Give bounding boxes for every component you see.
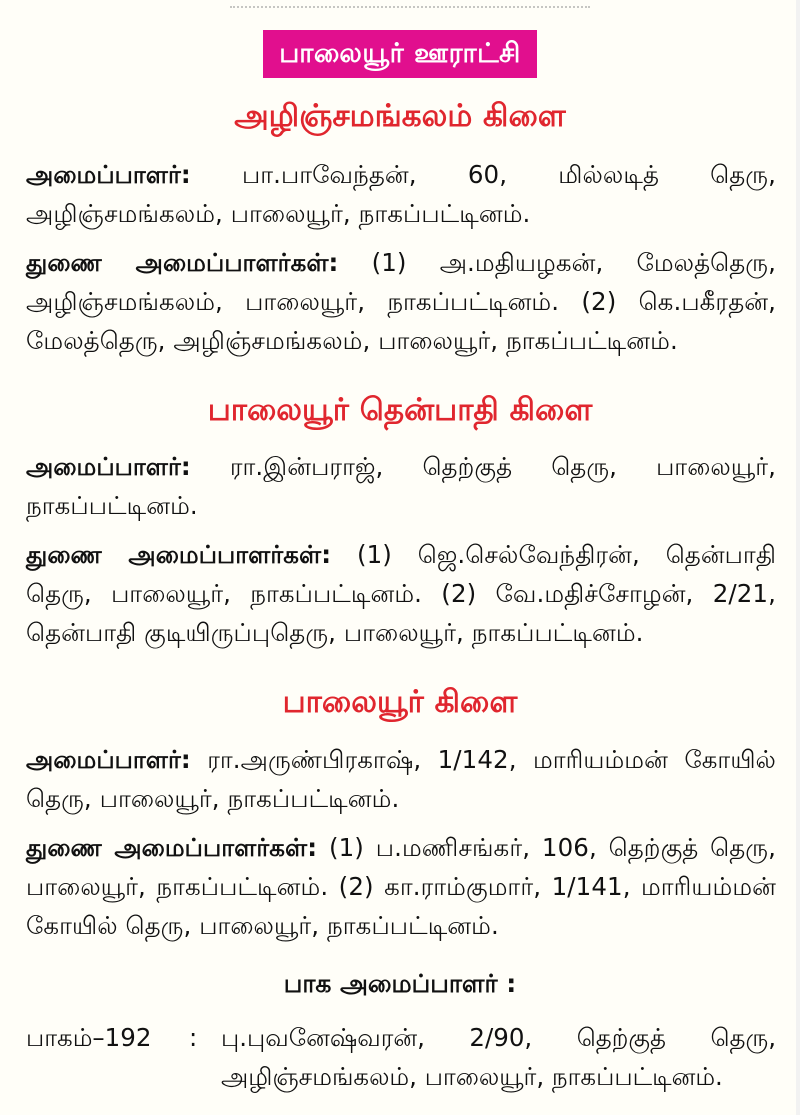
deputy-label: துணை அமைப்பாளர்கள்: [26,540,332,569]
section-title-azhinjamangalam: அழிஞ்சமங்கலம் கிளை [234,98,566,134]
deputy-label: துணை அமைப்பாளர்கள்: [26,248,339,277]
organiser-text: பா.பாவேந்தன், 60, மில்லடித் தெரு, அழிஞ்சமங்கலம், பாலையூர், நாகப்பட்டினம். [26,160,776,228]
section-2-organiser [26,447,776,525]
organiser-label: அமைப்பாளர்: [26,160,191,189]
section-title-palaiyur: பாலையூர் கிளை [282,684,518,720]
booth-organiser-value: பு.புவனேஷ்வரன், 2/90, தெற்குத் தெரு, அழிஞ்சமங்கலம், பாலையூர், நாகப்பட்டினம். [221,1023,776,1091]
organiser-label: அமைப்பாளர்: [26,745,191,774]
banner-container [0,30,800,78]
organiser-label: அமைப்பாளர்: [26,452,191,481]
cropped-top-line [230,0,590,8]
booth-separator: : [189,1023,198,1052]
section-3-deputies [26,828,776,945]
section-3-organiser [26,740,776,818]
organiser-text: ரா.அருண்பிரகாஷ், 1/142, மாரியம்மன் கோயில் தெரு, பாலையூர், நாகப்பட்டினம். [26,745,776,813]
section-title-palaiyur-thenpathi: பாலையூர் தென்பாதி கிளை [207,392,593,428]
deputy-text: (1) அ.மதியழகன், மேலத்தெரு, அழிஞ்சமங்கலம், பாலையூர், நாகப்பட்டினம். (2) கெ.பகீரதன், மேலத்தெரு, அழிஞ்சமங்கலம், பாலையூர், நாகப்பட்டினம். [26,248,776,355]
deputy-text: (1) ப.மணிசங்கர், 106, தெற்குத் தெரு, பாலையூர், நாகப்பட்டினம். (2) கா.ராம்குமார், 1/141, மாரியம்மன் கோயில் தெரு, பாலையூர், நாகப்பட்டினம். [26,833,776,940]
booth-number: பாகம்–192 [26,1023,152,1052]
panchayat-banner: பாலையூர் ஊராட்சி [263,30,537,78]
section-2-deputies [26,535,776,652]
section-1-organiser [26,155,776,233]
booth-organiser-heading: பாக அமைப்பாளர் : [283,969,517,998]
deputy-label: துணை அமைப்பாளர்கள்: [26,833,318,862]
section-1-deputies [26,243,776,360]
organiser-text: ரா.இன்பராஜ், தெற்குத் தெரு, பாலையூர், நாகப்பட்டினம். [26,452,776,520]
booth-organiser-row [26,1018,776,1098]
deputy-text: (1) ஜெ.செல்வேந்திரன், தென்பாதி தெரு, பாலையூர், நாகப்பட்டினம். (2) வே.மதிச்சோழன், 2/21, தென்பாதி குடியிருப்புதெரு, பாலையூர், நாகப்பட்டினம். [26,540,776,647]
